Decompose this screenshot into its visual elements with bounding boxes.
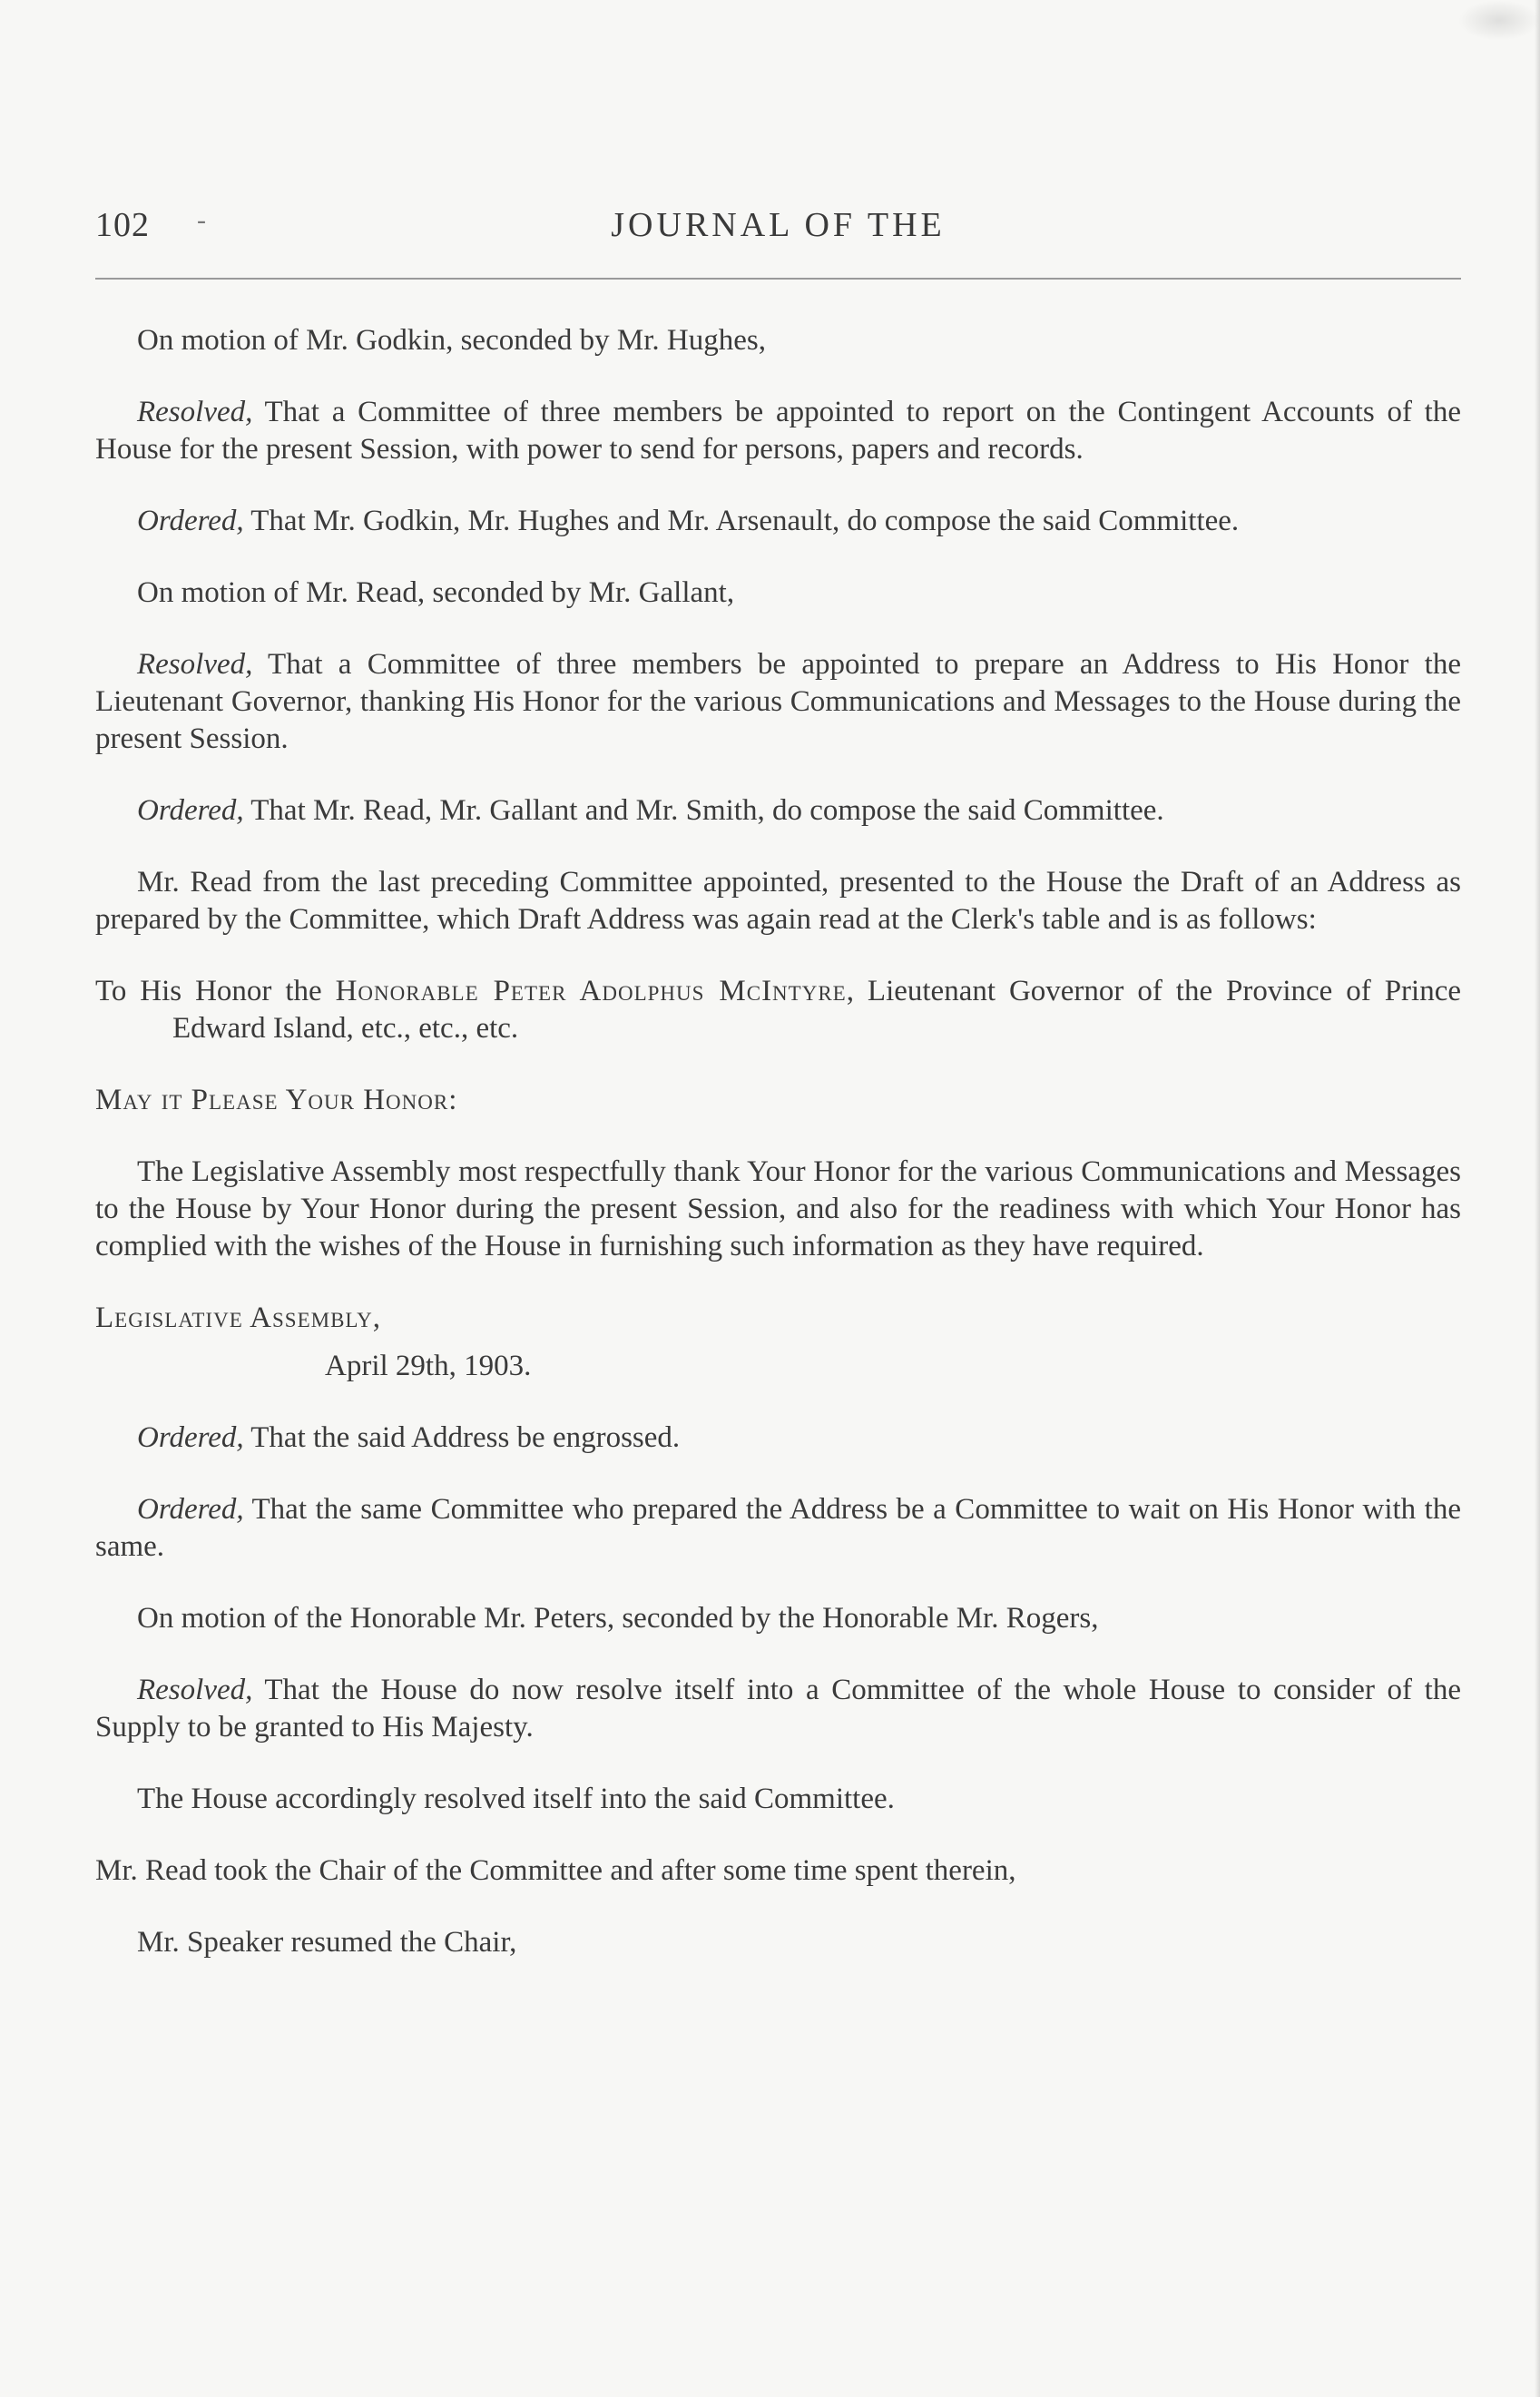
order-text: That Mr. Read, Mr. Gallant and Mr. Smith, do compose the said Committee. xyxy=(243,794,1164,827)
resolution-paragraph xyxy=(95,646,1461,758)
proceedings-paragraph: Mr. Read took the Chair of the Committee and after some time spent therein, xyxy=(95,1854,1016,1887)
address-to-suffix: , Lieutenant Governor of the Province of Prince Edward Island, etc., etc., etc. xyxy=(172,975,1461,1045)
header-rule xyxy=(95,278,1461,280)
ordered-lead: Ordered, xyxy=(137,1421,244,1454)
proceedings-paragraph: The House accordingly resolved itself into the said Committee. xyxy=(137,1783,895,1815)
report-paragraph: Mr. Read from the last preceding Committee appointed, presented to the House the Draft of an Address as prepared by the Committee, which Draft Address was again read at the Clerk's table and is as follows: xyxy=(95,866,1461,936)
address-to-prefix: To His Honor the xyxy=(95,975,336,1007)
resolution-paragraph xyxy=(95,1672,1461,1746)
address-recipient-name: Honorable Peter Adolphus McIntyre xyxy=(335,975,847,1007)
proceedings-paragraph: Mr. Speaker resumed the Chair, xyxy=(137,1926,517,1959)
motion-paragraph: On motion of Mr. Godkin, seconded by Mr. Hughes, xyxy=(137,324,766,357)
page-edge-shadow xyxy=(1535,0,1540,2397)
resolved-lead: Resolved, xyxy=(137,648,253,681)
ordered-lead: Ordered, xyxy=(137,1493,244,1526)
ordered-lead: Ordered, xyxy=(137,505,244,537)
resolution-text: That a Committee of three members be appointed to prepare an Address to His Honor the Lieutenant Governor, thanking His Honor for the various Communications and Messages to the House during the present Session. xyxy=(95,648,1461,755)
address-recipient xyxy=(95,973,1461,1047)
motion-paragraph: On motion of the Honorable Mr. Peters, seconded by the Honorable Mr. Rogers, xyxy=(137,1602,1099,1635)
resolved-lead: Resolved, xyxy=(137,396,253,428)
header-dash: - xyxy=(197,205,206,235)
address-signature: Legislative Assembly, xyxy=(95,1302,382,1334)
page-header xyxy=(95,205,1461,260)
order-paragraph xyxy=(95,1491,1461,1566)
order-paragraph xyxy=(95,1420,1461,1457)
resolution-text: That the House do now resolve itself into a Committee of the whole House to consider of the Supply to be granted to His Majesty. xyxy=(95,1674,1461,1744)
resolution-text: That a Committee of three members be appointed to report on the Contingent Accounts of the House for the present Session, with power to send for persons, papers and records. xyxy=(95,396,1461,466)
order-text: That the said Address be engrossed. xyxy=(243,1421,681,1454)
resolved-lead: Resolved, xyxy=(137,1674,253,1706)
address-salutation: May it Please Your Honor: xyxy=(95,1084,458,1116)
resolution-paragraph xyxy=(95,394,1461,468)
page-number: 102 xyxy=(95,206,150,244)
ordered-lead: Ordered, xyxy=(137,794,244,827)
order-paragraph xyxy=(95,792,1461,830)
address-body: The Legislative Assembly most respectfully thank Your Honor for the various Communications and Messages to the House by Your Honor during the present Session, and also for the readiness with which Your Honor has complied with the wishes of the House in furnishing such information as they have required. xyxy=(95,1155,1461,1262)
order-text: That Mr. Godkin, Mr. Hughes and Mr. Arsenault, do compose the said Committee. xyxy=(243,505,1240,537)
running-head: JOURNAL OF THE xyxy=(611,206,946,244)
motion-paragraph: On motion of Mr. Read, seconded by Mr. Gallant, xyxy=(137,576,735,609)
address-date: April 29th, 1903. xyxy=(325,1350,532,1382)
journal-body xyxy=(95,322,1461,1996)
scan-noise xyxy=(1458,0,1540,41)
order-text: That the same Committee who prepared the Address be a Committee to wait on His Honor with the same. xyxy=(95,1493,1461,1563)
order-paragraph xyxy=(95,503,1461,540)
